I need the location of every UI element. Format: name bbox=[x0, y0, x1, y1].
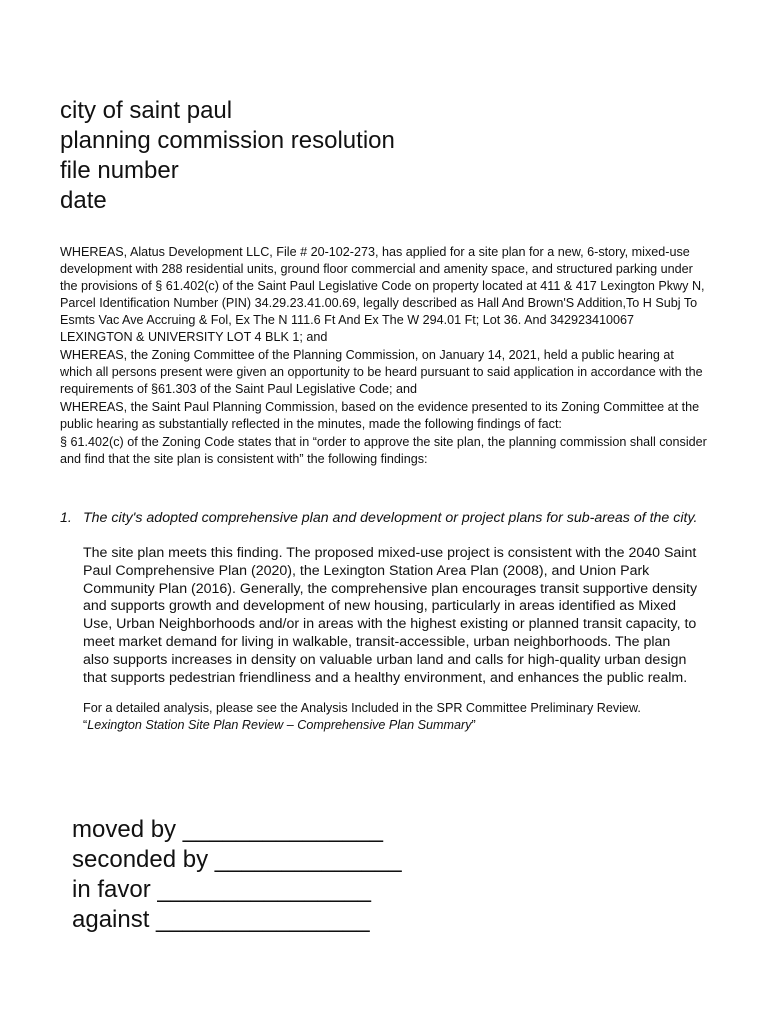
whereas-paragraph-hearing: WHEREAS, the Zoning Committee of the Planning Commission, on January 14, 2021, held a public hearing at which all persons present were given an opportunity to be heard pursuant to said application in accordance with the requirements of §61.303 of the Saint Paul Legislative Code; and bbox=[60, 348, 703, 396]
date-label: date bbox=[60, 187, 107, 214]
city-name: city of saint paul bbox=[60, 97, 233, 124]
resolution-body bbox=[60, 244, 708, 469]
finding-reference-title: Lexington Station Site Plan Review – Comprehensive Plan Summary bbox=[87, 718, 472, 733]
in-favor-line: in favor ________________ bbox=[72, 876, 371, 903]
finding-text: The site plan meets this finding. The proposed mixed-use project is consistent with the 2040 Saint Paul Comprehensive Plan (2020), the Lexington Station Area Plan (2008), and Union Park Community Plan (2016). Generally, the comprehensive plan encourages transit supportive density and supports growth and development of new housing, particularly in areas identified as Mixed Use, Urban Neighborhoods and/or in areas with the highest existing or planned transit capacity, to meet market demand for living in walkable, transit-accessible, urban neighborhoods. The plan also supports increases in density on valuable urban land and calls for high-quality urban design that supports pedestrian friendliness and a healthy environment, and enhances the public realm. bbox=[83, 545, 698, 686]
against-line: against ________________ bbox=[72, 906, 370, 933]
resolution-header bbox=[60, 96, 700, 216]
whereas-paragraph-findings: WHEREAS, the Saint Paul Planning Commission, based on the evidence presented to its Zoning Committee at the public hearing as substantially reflected in the minutes, made the following findings of fact: bbox=[60, 400, 700, 431]
finding-number: 1. bbox=[60, 510, 72, 526]
finding-reference-suffix: ” bbox=[471, 718, 476, 733]
seconded-by-line: seconded by ______________ bbox=[72, 846, 402, 873]
resolution-title: planning commission resolution bbox=[60, 127, 395, 154]
whereas-paragraph-application: WHEREAS, Alatus Development LLC, File # 20-102-273, has applied for a site plan for a new, 6-story, mixed-use development with 288 residential units, ground floor commercial and amenity space, and structured parking under the provisions of § 61.402(c) of the Saint Paul Legislative Code on property located at 411 & 417 Lexington Pkwy N, Parcel Identification Number (PIN) 34.29.23.41.00.69, legally described as Hall And Brown'S Addition,To H Subj To Esmts Vac Ave Accruing & Fol, Ex The N 111.6 Ft And Ex The W 294.01 Ft; Lot 36. And 342923410067 LEXINGTON & UNIVERSITY LOT 4 BLK 1; and bbox=[60, 245, 705, 344]
moved-by-line: moved by _______________ bbox=[72, 816, 383, 843]
file-number-label: file number bbox=[60, 157, 179, 184]
vote-block bbox=[72, 815, 632, 935]
finding-title: The city's adopted comprehensive plan and development or project plans for sub-areas of the city. bbox=[83, 510, 698, 526]
findings-list bbox=[60, 509, 700, 734]
finding-reference bbox=[83, 700, 700, 734]
finding-item bbox=[60, 509, 700, 734]
finding-content bbox=[83, 509, 700, 734]
zoning-code-paragraph: § 61.402(c) of the Zoning Code states that in “order to approve the site plan, the planning commission shall consider and find that the site plan is consistent with” the following findings: bbox=[60, 435, 707, 466]
finding-reference-prefix: For a detailed analysis, please see the Analysis Included in the SPR Committee Preliminary Review. “ bbox=[83, 701, 641, 733]
